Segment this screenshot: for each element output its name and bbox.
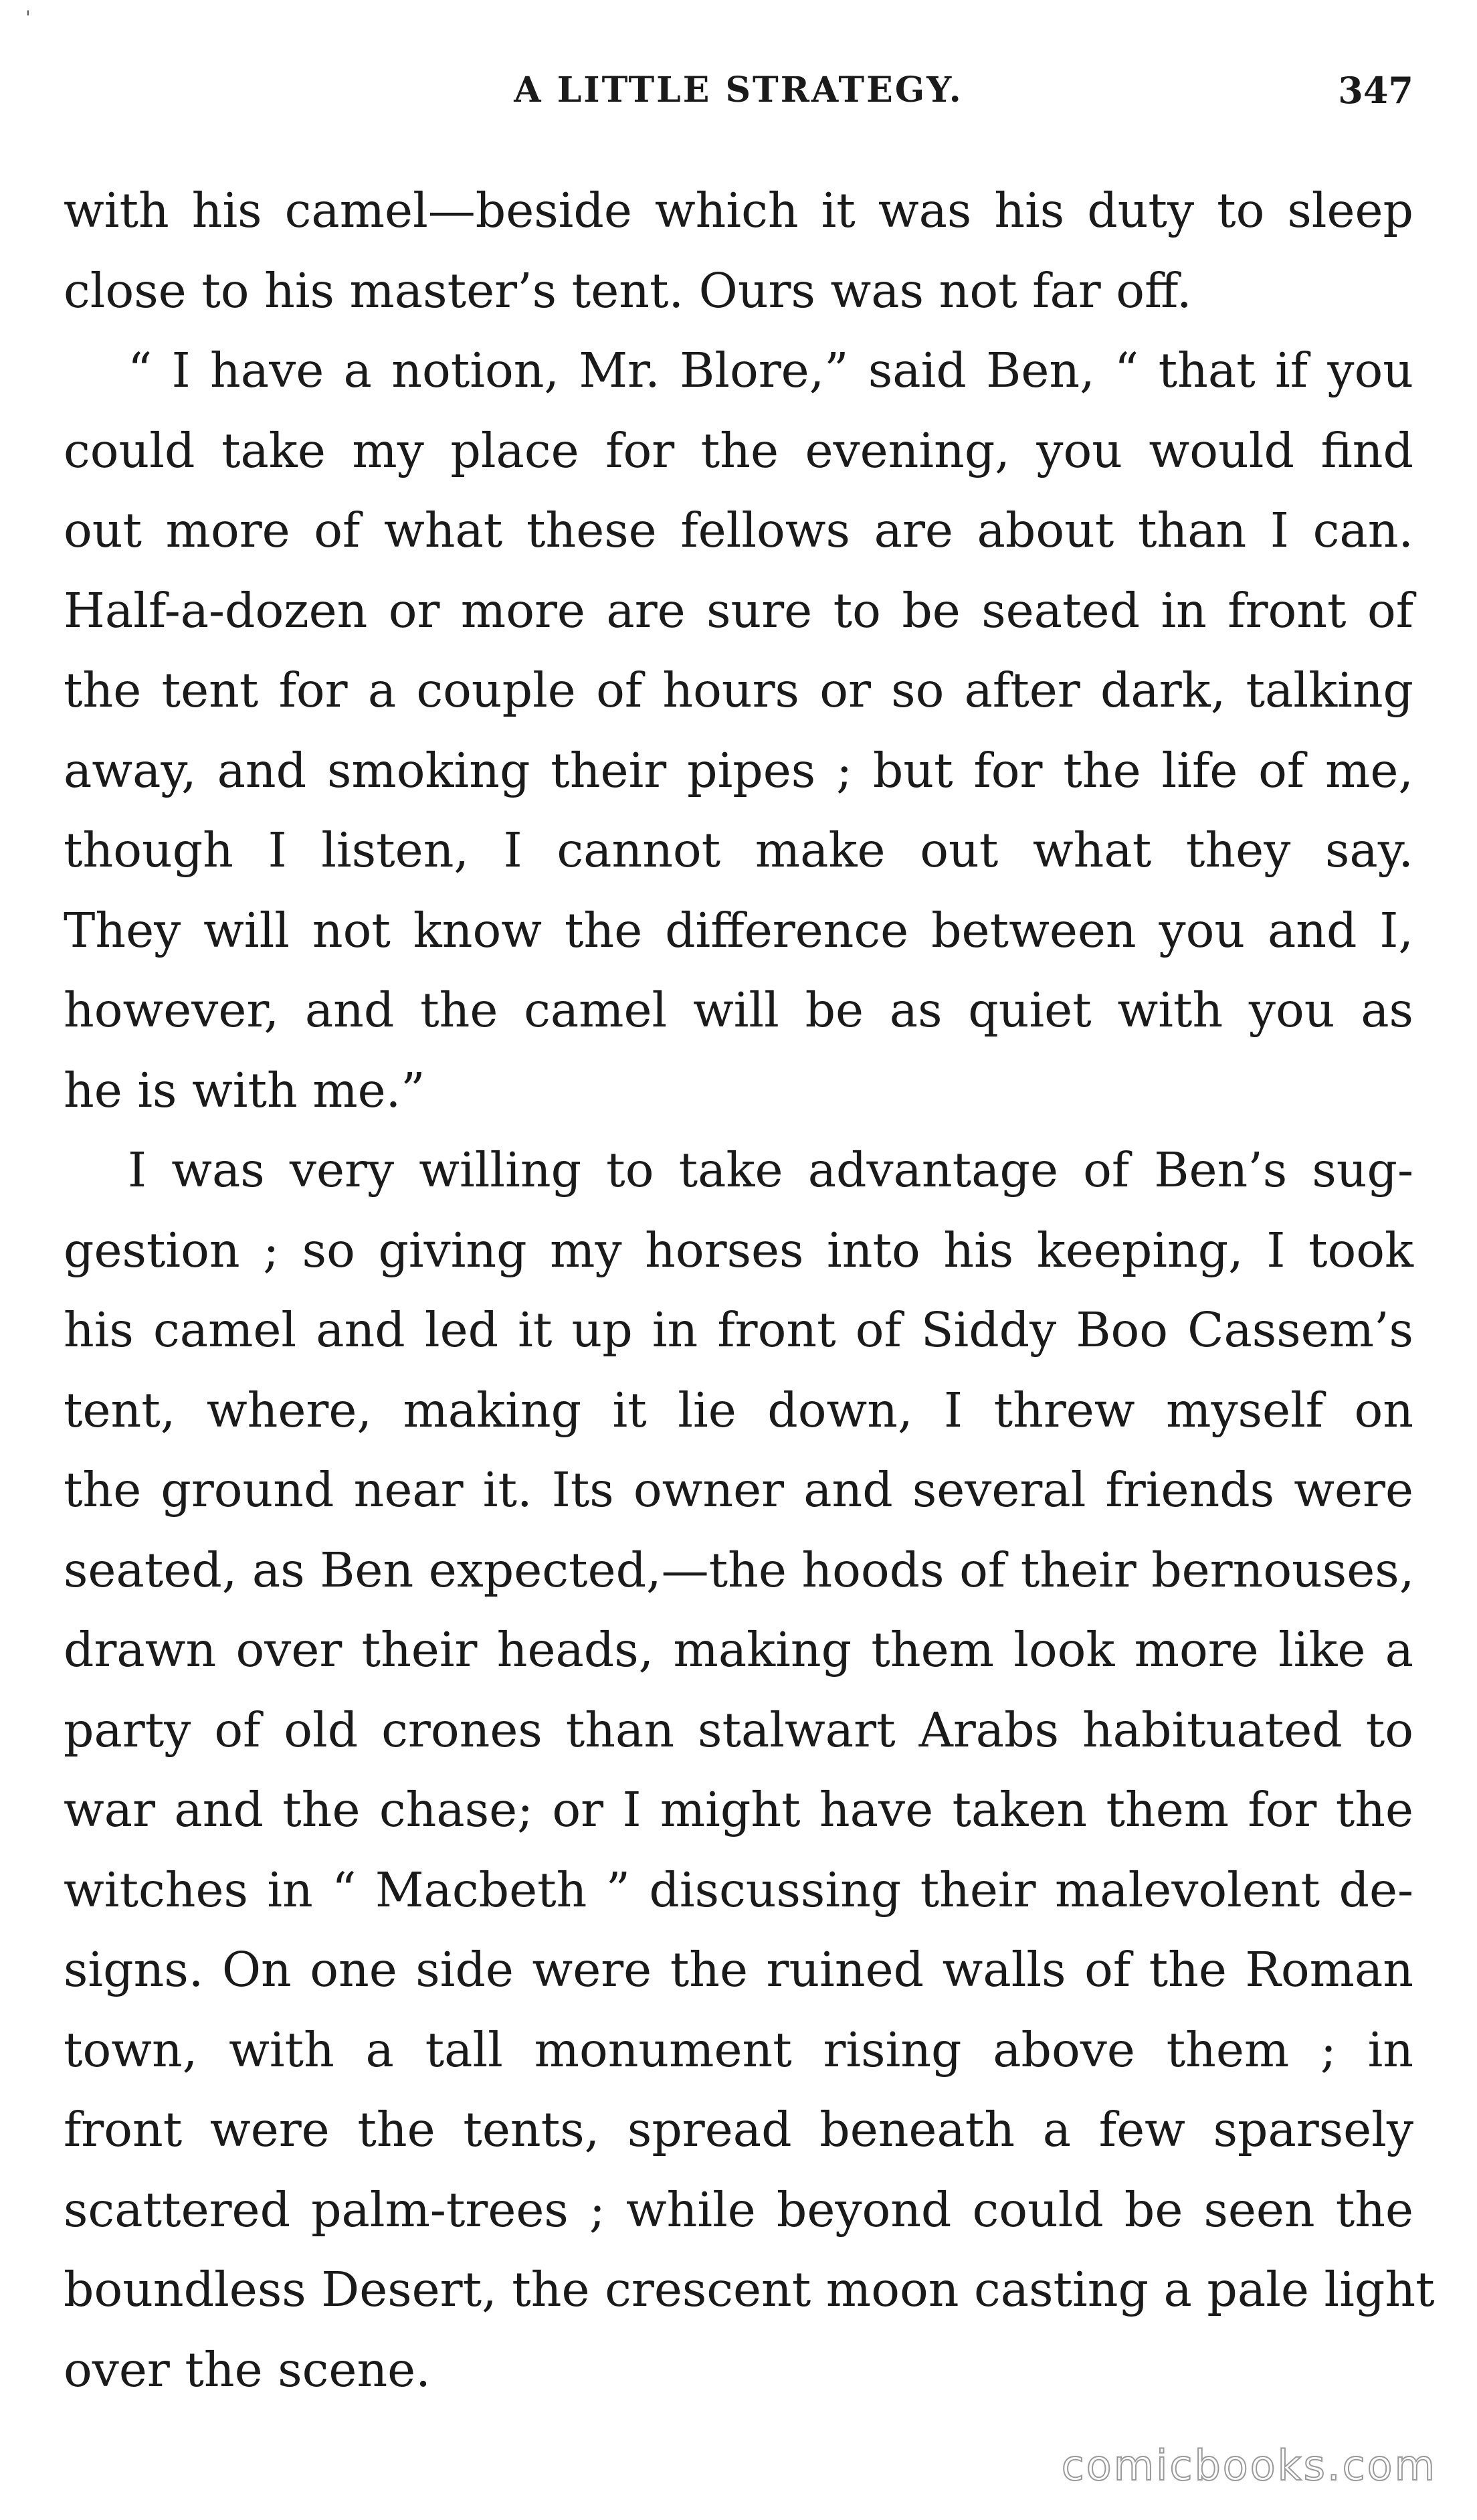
watermark: comicbooks.com: [1061, 2441, 1437, 2490]
text-line: over the scene.: [64, 2341, 431, 2398]
text-line: party of old crones than stalwart Arabs habituated to: [64, 1702, 1413, 1758]
text-line: war and the chase; or I might have taken them for the: [64, 1782, 1413, 1837]
text-line: witches in “ Macbeth ” discussing their malevolent de-: [64, 1862, 1413, 1918]
running-title: A LITTLE STRATEGY.: [514, 70, 963, 110]
page-header: [64, 64, 1413, 117]
text-line: signs. On one side were the ruined walls of the Roman: [64, 1942, 1413, 1997]
text-line: gestion ; so giving my horses into his keeping, I took: [64, 1222, 1413, 1278]
text-line: front were the tents, spread beneath a few sparsely: [64, 2102, 1413, 2157]
text-line: could take my place for the evening, you would find: [64, 422, 1413, 478]
text-line: close to his master’s tent. Ours was not far off.: [64, 262, 1192, 319]
page-number: 347: [1338, 69, 1413, 112]
text-line: boundless Desert, the crescent moon casting a pale light: [64, 2262, 1435, 2317]
text-line: tent, where, making it lie down, I threw myself on: [64, 1382, 1413, 1438]
text-line: he is with me.”: [64, 1062, 425, 1118]
text-line: with his camel—beside which it was his duty to sleep: [64, 183, 1413, 238]
text-line: “ I have a notion, Mr. Blore,” said Ben, “ that if you: [128, 343, 1413, 398]
text-line: They will not know the difference between you and I,: [64, 902, 1413, 958]
body-text: [64, 171, 1435, 2410]
text-line: drawn over their heads, making them look more like a: [64, 1622, 1413, 1678]
text-line: away, and smoking their pipes ; but for the life of me,: [64, 742, 1413, 798]
text-line: Half-a-dozen or more are sure to be seated in front of: [64, 582, 1413, 638]
text-line: out more of what these fellows are about than I can.: [64, 503, 1413, 558]
text-line: seated, as Ben expected,—the hoods of their bernouses,: [64, 1542, 1415, 1598]
text-line: his camel and led it up in front of Siddy Boo Cassem’s: [64, 1302, 1413, 1358]
text-line: the ground near it. Its owner and several friends were: [64, 1462, 1413, 1518]
text-line: I was very willing to take advantage of Ben’s sug-: [128, 1142, 1413, 1198]
text-line: scattered palm-trees ; while beyond could be seen the: [64, 2181, 1413, 2238]
text-line: town, with a tall monument rising above them ; in: [64, 2021, 1413, 2078]
text-line: though I listen, I cannot make out what they say.: [64, 822, 1413, 878]
text-line: however, and the camel will be as quiet with you as: [64, 982, 1413, 1038]
text-line: the tent for a couple of hours or so after dark, talking: [64, 662, 1413, 718]
corner-mark: ': [25, 7, 31, 29]
